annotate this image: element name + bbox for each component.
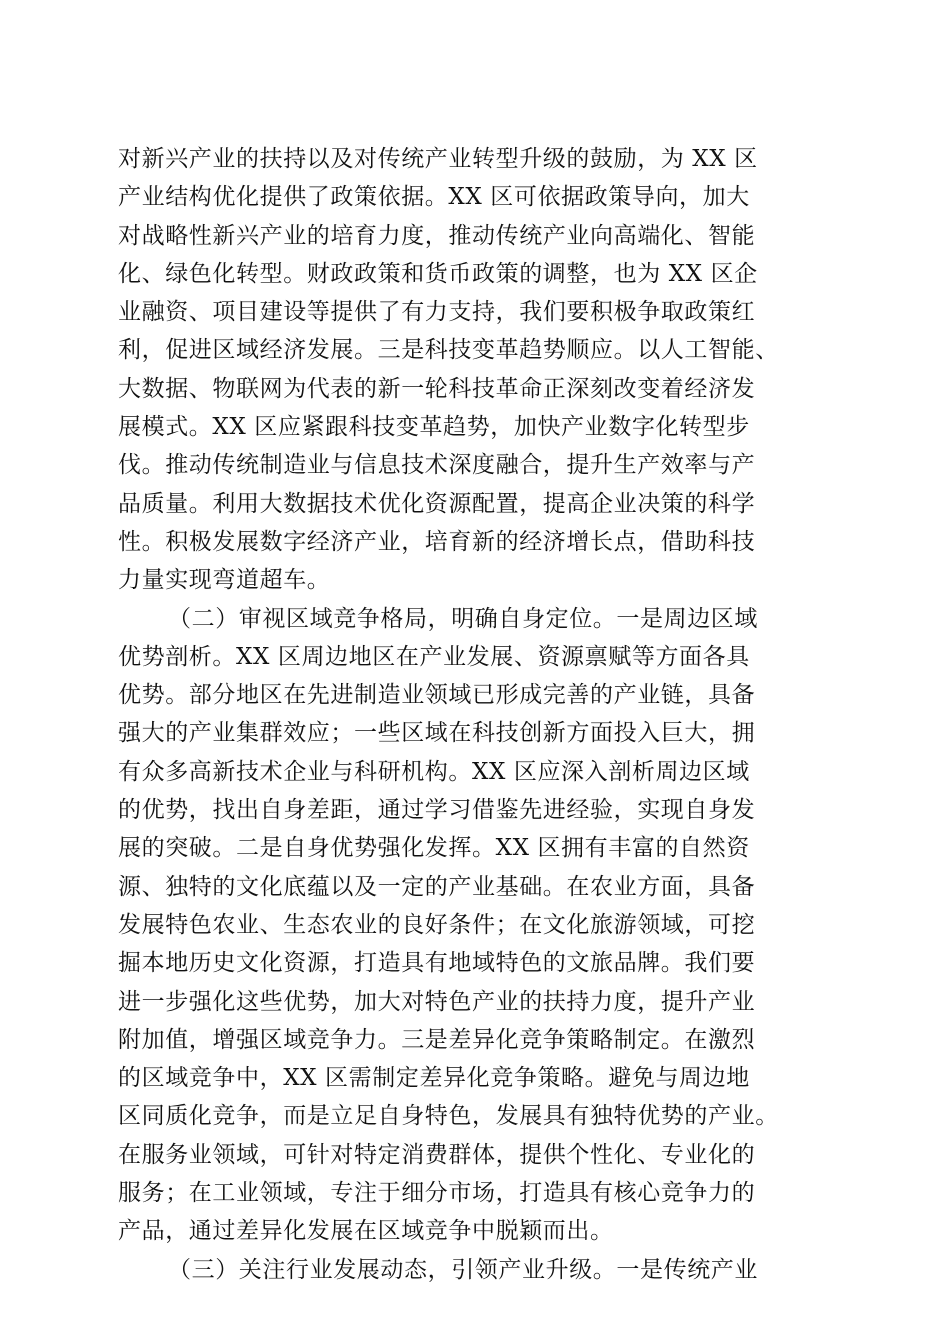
text-line: 产业结构优化提供了政策依据。XX 区可依据政策导向，加大: [118, 184, 750, 211]
text-line: 性。积极发展数字经济产业，培育新的经济增长点，借助科技: [118, 528, 756, 555]
text-line: 业融资、项目建设等提供了有力支持，我们要积极争取政策红: [118, 299, 756, 326]
text-line: 附加值，增强区域竞争力。三是差异化竞争策略制定。在激烈: [118, 1026, 756, 1053]
text-line: 力量实现弯道超车。: [118, 567, 331, 594]
text-line: 优势剖析。XX 区周边地区在产业发展、资源禀赋等方面各具: [118, 643, 750, 670]
document-body: [118, 140, 838, 1289]
text-line: 在服务业领域，可针对特定消费群体，提供个性化、专业化的: [118, 1141, 756, 1168]
text-line: 区同质化竞争，而是立足自身特色，发展具有独特优势的产业。: [118, 1103, 779, 1130]
text-line: 的区域竞争中，XX 区需制定差异化竞争策略。避免与周边地: [118, 1065, 750, 1092]
text-line: 源、独特的文化底蕴以及一定的产业基础。在农业方面，具备: [118, 873, 756, 900]
text-line: 有众多高新技术企业与科研机构。XX 区应深入剖析周边区域: [118, 758, 750, 785]
text-line: 掘本地历史文化资源，打造具有地域特色的文旅品牌。我们要: [118, 950, 756, 977]
text-line: 优势。部分地区在先进制造业领域已形成完善的产业链，具备: [118, 682, 756, 709]
text-line: 品质量。利用大数据技术优化资源配置，提高企业决策的科学: [118, 490, 756, 517]
text-line: 产品，通过差异化发展在区域竞争中脱颖而出。: [118, 1218, 614, 1245]
text-line: 强大的产业集群效应；一些区域在科技创新方面投入巨大，拥: [118, 720, 756, 747]
text-line: 伐。推动传统制造业与信息技术深度融合，提升生产效率与产: [118, 452, 756, 479]
section-heading-line: （三）关注行业发展动态，引领产业升级。一是传统产业: [168, 1256, 758, 1283]
text-line: 发展特色农业、生态农业的良好条件；在文化旅游领域，可挖: [118, 911, 756, 938]
text-line: 化、绿色化转型。财政政策和货币政策的调整，也为 XX 区企: [118, 260, 758, 287]
text-line: 利，促进区域经济发展。三是科技变革趋势顺应。以人工智能、: [118, 337, 779, 364]
text-line: 展的突破。二是自身优势强化发挥。XX 区拥有丰富的自然资: [118, 835, 750, 862]
text-line: 大数据、物联网为代表的新一轮科技革命正深刻改变着经济发: [118, 375, 756, 402]
text-line: 对新兴产业的扶持以及对传统产业转型升级的鼓励，为 XX 区: [118, 146, 758, 172]
text-line: 对战略性新兴产业的培育力度，推动传统产业向高端化、智能: [118, 222, 756, 249]
text-line: 的优势，找出自身差距，通过学习借鉴先进经验，实现自身发: [118, 797, 756, 824]
text-line: 进一步强化这些优势，加大对特色产业的扶持力度，提升产业: [118, 988, 756, 1015]
section-heading-line: （二）审视区域竞争格局，明确自身定位。一是周边区域: [168, 605, 758, 632]
text-line: 服务；在工业领域，专注于细分市场，打造具有核心竞争力的: [118, 1180, 756, 1207]
text-line: 展模式。XX 区应紧跟科技变革趋势，加快产业数字化转型步: [118, 414, 750, 441]
